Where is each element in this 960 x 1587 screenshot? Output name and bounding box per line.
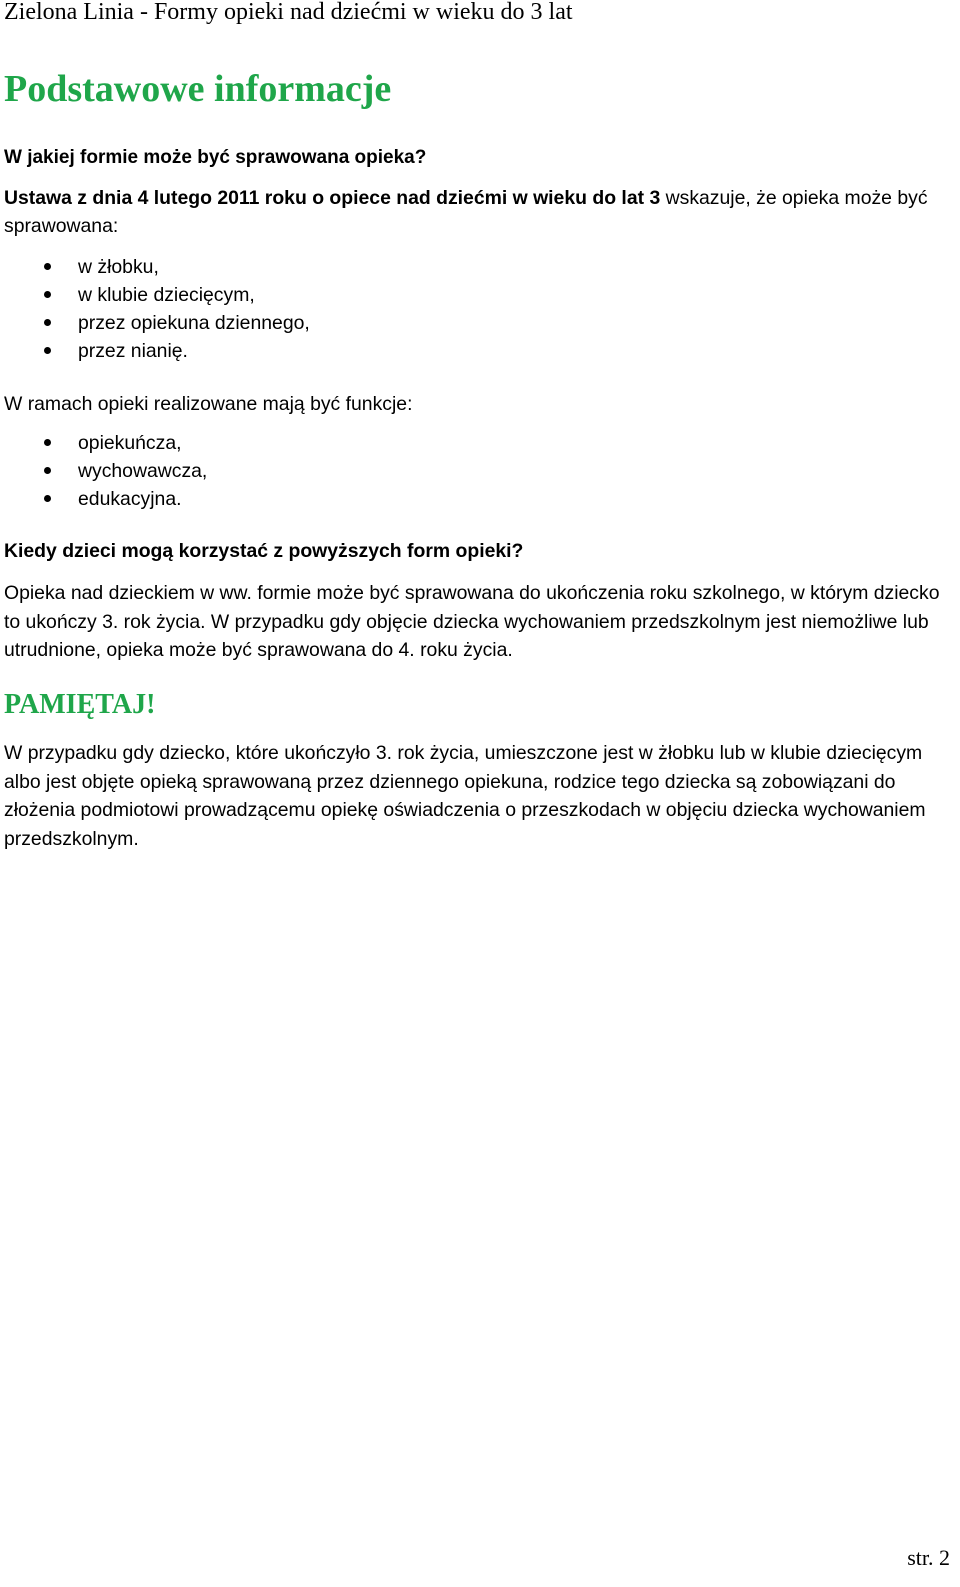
list-item-text: w żłobku, — [78, 256, 159, 278]
paragraph-functions-intro: W ramach opieki realizowane mają być funkcje: — [4, 393, 413, 415]
care-forms-list — [0, 253, 310, 365]
bullet-icon — [44, 467, 51, 474]
bullet-icon — [44, 439, 51, 446]
paragraph-act-intro — [4, 184, 949, 240]
remember-heading: PAMIĘTAJ! — [4, 689, 156, 720]
list-item-text: wychowawcza, — [78, 460, 208, 482]
list-item-text: przez nianię. — [78, 340, 188, 362]
care-functions-list — [0, 429, 207, 513]
document-header-title: Zielona Linia - Formy opieki nad dziećmi w wieku do 3 lat — [4, 0, 573, 25]
question-eligibility: Kiedy dzieci mogą korzystać z powyższych form opieki? — [4, 540, 524, 562]
list-item — [0, 485, 207, 513]
question-care-form: W jakiej formie może być sprawowana opieka? — [4, 147, 427, 168]
list-item-text: opiekuńcza, — [78, 432, 182, 454]
list-item — [0, 337, 310, 365]
bullet-icon — [44, 291, 51, 298]
list-item — [0, 429, 207, 457]
bullet-icon — [44, 347, 51, 354]
bullet-icon — [44, 319, 51, 326]
list-item-text: edukacyjna. — [78, 488, 182, 510]
list-item — [0, 309, 310, 337]
act-reference: Ustawa z dnia 4 lutego 2011 roku o opiece nad dziećmi w wieku do lat 3 — [4, 187, 661, 209]
act-intro-rest: wskazuje, że opieka może być sprawowana: — [4, 187, 928, 237]
list-item — [0, 281, 310, 309]
list-item — [0, 457, 207, 485]
paragraph-eligibility: Opieka nad dzieckiem w ww. formie może być sprawowana do ukończenia roku szkolnego, w którym dziecko to ukończy 3. rok życia. W przypadku gdy objęcie dziecka wychowaniem przedszkolnym jest niemożliwe lub utrudnione, opieka może być sprawowana do 4. roku życia. — [4, 582, 940, 661]
list-item-text: przez opiekuna dziennego, — [78, 312, 310, 334]
section-heading: Podstawowe informacje — [4, 68, 392, 110]
bullet-icon — [44, 263, 51, 270]
list-item-text: w klubie dziecięcym, — [78, 284, 255, 306]
bullet-icon — [44, 495, 51, 502]
page-number: str. 2 — [907, 1545, 950, 1570]
paragraph-remember: W przypadku gdy dziecko, które ukończyło 3. rok życia, umieszczone jest w żłobku lub w klubie dziecięcym albo jest objęte opieką sprawowaną przez dziennego opiekuna, rodzice tego dziecka są zobowiązani do złożenia podmiotowi prowadzącemu opiekę oświadczenia o przeszkodach w objęciu dziecka wychowaniem przedszkolnym. — [4, 742, 926, 850]
list-item — [0, 253, 310, 281]
